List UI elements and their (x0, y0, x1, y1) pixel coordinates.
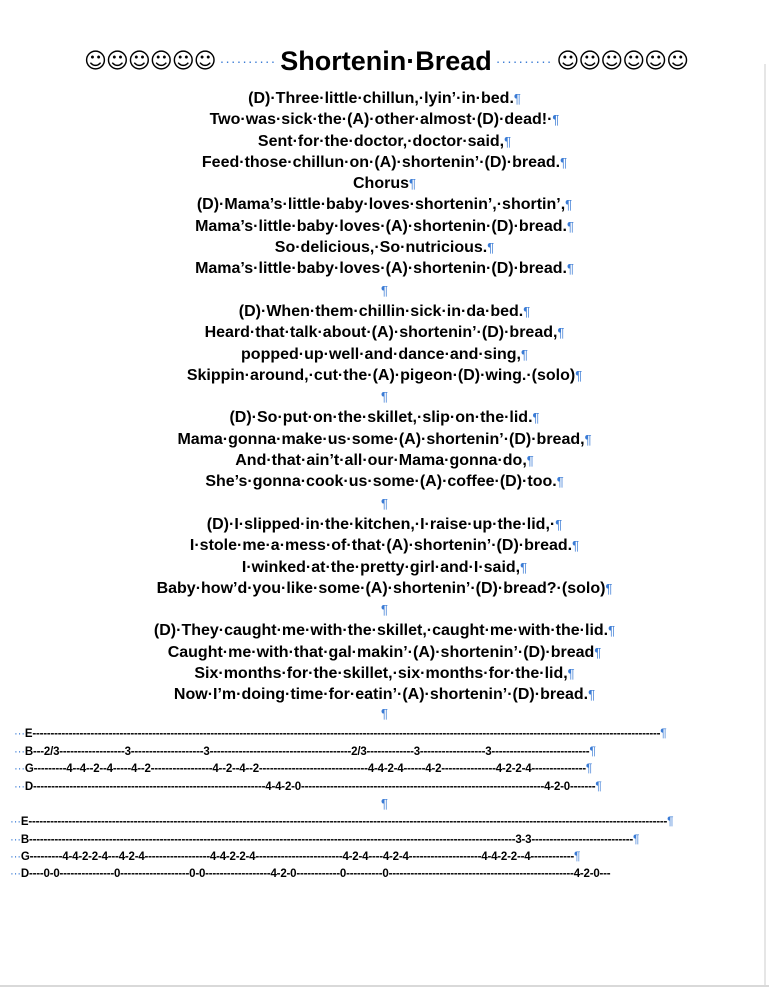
lyric-line[interactable]: She’s·gonna·cook·us·some·(A)·coffee·(D)·too.¶ (205, 473, 564, 491)
lyric-line[interactable]: (D)·They·caught·me·with·the·skillet,·caught·me·with·the·lid.¶ (153, 622, 616, 640)
lyric-line[interactable]: Mama·gonna·make·us·some·(A)·shortenin’·(D)·bread,¶ (177, 430, 592, 448)
pilcrow-icon: ¶ (589, 743, 596, 758)
tab-string-g[interactable]: ···G---------4-4-2-2-4---4-2-4------------------4-4-2-2-4------------------------4-2-4----4-2-4--------------------4-4-2-2--4------------¶ (10, 849, 581, 864)
pilcrow-icon: ¶ (667, 814, 674, 828)
pilcrow-icon: ¶ (487, 240, 495, 256)
pilcrow-icon: ¶ (595, 778, 602, 793)
lyric-line[interactable]: (D)·Mama’s·little·baby·loves·shortenin’,·shortin’,¶ (196, 196, 573, 214)
dot-leader-left: ·········· (219, 53, 277, 69)
pilcrow-icon: ¶ (556, 474, 564, 490)
pilcrow-icon: ¶ (660, 726, 667, 740)
smiley-icons-left: ☺☺☺☺☺☺ (84, 48, 216, 74)
pilcrow-icon: ¶ (588, 687, 596, 703)
lyric-line[interactable]: Mama’s·little·baby·loves·(A)·shortenin·(D)·bread.¶ (195, 217, 574, 235)
pilcrow-icon: ¶ (605, 580, 613, 596)
pilcrow-icon: ¶ (381, 706, 388, 721)
chorus-heading[interactable]: Chorus¶ (353, 175, 416, 193)
pilcrow-icon: ¶ (594, 644, 602, 660)
lyric-line[interactable]: (D)·So·put·on·the·skillet,·slip·on·the·lid.¶ (229, 409, 540, 427)
pilcrow-icon: ¶ (504, 133, 512, 149)
lyric-line[interactable]: Sent·for·the·doctor,·doctor·said,¶ (257, 132, 512, 150)
pilcrow-icon: ¶ (565, 197, 573, 213)
pilcrow-icon: ¶ (573, 849, 581, 864)
pilcrow-icon: ¶ (566, 218, 574, 234)
lyric-line[interactable]: So·delicious,·So·nutricious.¶ (274, 239, 495, 257)
pilcrow-icon: ¶ (513, 91, 521, 106)
pilcrow-icon: ¶ (608, 623, 616, 639)
pilcrow-icon: ¶ (585, 761, 593, 776)
tab-string-b[interactable]: ···B--------------------------------------------------------------------------------------------------------------------------------------3-3----------------------------¶ (10, 831, 640, 846)
lyric-line[interactable]: (D)·I·slipped·in·the·kitchen,·I·raise·up·the·lid,·¶ (206, 515, 563, 533)
lyric-line[interactable]: I·stole·me·a·mess·of·that·(A)·shortenin’·(D)·bread.¶ (189, 537, 580, 555)
pilcrow-icon: ¶ (532, 410, 540, 426)
lyric-line[interactable]: Feed·those·chillun·on·(A)·shortenin’·(D)·bread.¶ (201, 153, 568, 171)
pilcrow-icon: ¶ (381, 796, 388, 811)
lyric-line[interactable]: Heard·that·talk·about·(A)·shortenin’·(D)·bread,¶ (204, 324, 565, 342)
title-row (46, 44, 726, 78)
empty-paragraph[interactable] (0, 493, 769, 514)
empty-paragraph[interactable] (0, 280, 769, 301)
pilcrow-icon: ¶ (381, 495, 388, 511)
lyric-line[interactable]: Six·months·for·the·skillet,·six·months·for·the·lid,¶ (194, 665, 575, 683)
pilcrow-icon: ¶ (572, 538, 580, 554)
lyric-line[interactable]: popped·up·well·and·dance·and·sing,¶ (241, 345, 528, 363)
pilcrow-icon: ¶ (560, 154, 568, 170)
pilcrow-icon: ¶ (584, 431, 592, 447)
pilcrow-icon: ¶ (521, 346, 528, 362)
tab-string-d[interactable]: ···D----------------------------------------------------------------4-4-2-0-------------------------------------------------------------------4-2-0-------¶ (14, 778, 602, 793)
lyric-line[interactable]: Baby·how’d·you·like·some·(A)·shortenin’·(D)·bread?·(solo)¶ (156, 579, 613, 597)
pilcrow-icon: ¶ (555, 516, 563, 532)
lyric-line[interactable]: Skippin·around,·cut·the·(A)·pigeon·(D)·wing.·(solo)¶ (186, 366, 583, 384)
page-edge-shadow (764, 64, 766, 987)
pilcrow-icon: ¶ (520, 559, 528, 575)
lyric-line[interactable]: (D)·Three·little·chillun,·lyin’·in·bed.¶ (248, 90, 521, 107)
tab-string-g[interactable]: ···G---------4--4--2--4-----4--2-----------------4--2--4--2------------------------------4-4-2-4------4-2---------------4-2-2-4---------------¶ (14, 761, 593, 776)
pilcrow-icon: ¶ (575, 367, 583, 383)
pilcrow-icon: ¶ (381, 389, 388, 405)
empty-paragraph[interactable] (0, 386, 769, 407)
pilcrow-icon: ¶ (523, 303, 531, 319)
pilcrow-icon: ¶ (633, 831, 640, 846)
guitar-tab-1[interactable] (14, 725, 769, 795)
tab-string-e[interactable]: ···E-----------------------------------------------------------------------------------------------------------------------------------------------------------------------------¶ (14, 726, 667, 740)
lyric-line[interactable]: Mama’s·little·baby·loves·(A)·shortenin·(D)·bread.¶ (195, 260, 574, 278)
lyric-line[interactable]: (D)·When·them·chillin·sick·in·da·bed.¶ (238, 302, 531, 320)
pilcrow-icon: ¶ (557, 325, 565, 341)
lyric-line[interactable]: I·winked·at·the·pretty·girl·and·I·said,¶ (241, 558, 528, 576)
lyric-line[interactable]: Caught·me·with·that·gal·makin’·(A)·shortenin’·(D)·bread¶ (167, 643, 602, 661)
dot-leader-right: ·········· (495, 53, 553, 69)
lyrics-body[interactable] (0, 88, 769, 706)
tab-string-d[interactable]: ···D----0-0---------------0-------------------0-0------------------4-2-0------------0----------0---------------------------------------------------4-2-0--- (10, 867, 611, 880)
lyric-line[interactable]: Now·I’m·doing·time·for·eatin’·(A)·shortenin’·(D)·bread.¶ (173, 686, 596, 704)
pilcrow-icon: ¶ (567, 666, 575, 682)
song-title[interactable]: Shortenin·Bread (280, 45, 492, 76)
tab-string-b[interactable]: ···B---2/3------------------3--------------------3---------------------------------------2/3-------------3------------------3---------------------------¶ (14, 743, 596, 758)
lyric-line[interactable]: And·that·ain’t·all·our·Mama·gonna·do,¶ (235, 452, 534, 470)
pilcrow-icon: ¶ (526, 453, 534, 469)
empty-paragraph[interactable] (0, 599, 769, 620)
pilcrow-icon: ¶ (381, 602, 388, 618)
pilcrow-icon: ¶ (409, 176, 416, 192)
pilcrow-icon: ¶ (381, 282, 388, 298)
pilcrow-icon: ¶ (552, 112, 560, 128)
guitar-tab-2[interactable] (10, 813, 769, 883)
lyric-line[interactable]: Two·was·sick·the·(A)·other·almost·(D)·dead!·¶ (209, 111, 560, 129)
pilcrow-icon: ¶ (566, 261, 574, 277)
tab-string-e[interactable]: ···E--------------------------------------------------------------------------------------------------------------------------------------------------------------------------------¶ (10, 814, 674, 828)
smiley-icons-right: ☺☺☺☺☺☺ (556, 48, 688, 74)
